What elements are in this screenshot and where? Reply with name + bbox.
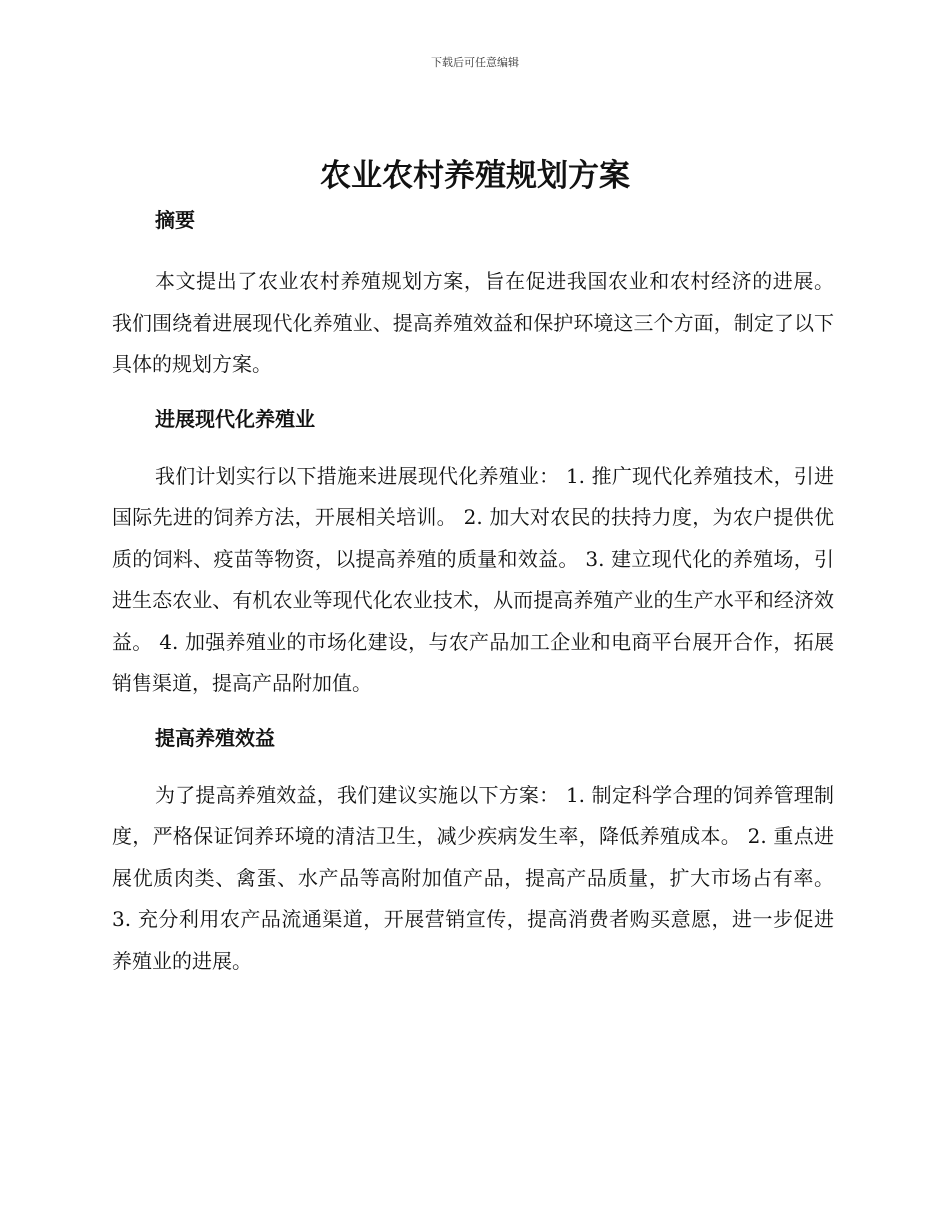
header-note: 下载后可任意编辑 <box>431 56 519 69</box>
document-title: 农业农村养殖规划方案 <box>320 158 630 194</box>
section-paragraph-abstract: 本文提出了农业农村养殖规划方案，旨在促进我国农业和农村经济的进展。我们围绕着进展现代化养殖业、提高养殖效益和保护环境这三个方面，制定了以下具体的规划方案。 <box>112 269 834 376</box>
section-heading-modernization: 进展现代化养殖业 <box>155 406 315 431</box>
section-paragraph-modernization: 我们计划实行以下措施来进展现代化养殖业： 1. 推广现代化养殖技术，引进国际先进的饲养方法，开展相关培训。 2. 加大对农民的扶持力度，为农户提供优质的饲料、疫苗等物资，以提高养殖的质量和效益。 3. 建立现代化的养殖场，引进生态农业、有机农业等现代化农业技术，从而提高养殖产业的生产水平和经济效益。 4. 加强养殖业的市场化建设，与农产品加工企业和电商平台展开合作，拓展销售渠道，提高产品附加值。 <box>112 463 834 695</box>
section-paragraph-efficiency: 为了提高养殖效益，我们建议实施以下方案： 1. 制定科学合理的饲养管理制度，严格保证饲养环境的清洁卫生，减少疾病发生率，降低养殖成本。 2. 重点进展优质肉类、禽蛋、水产品等高附加值产品，提高产品质量，扩大市场占有率。 3. 充分利用农产品流通渠道，开展营销宣传，提高消费者购买意愿，进一步促进养殖业的进展。 <box>112 782 834 973</box>
section-heading-efficiency: 提高养殖效益 <box>155 725 275 750</box>
section-heading-abstract: 摘要 <box>155 208 195 232</box>
document-body <box>112 203 834 982</box>
